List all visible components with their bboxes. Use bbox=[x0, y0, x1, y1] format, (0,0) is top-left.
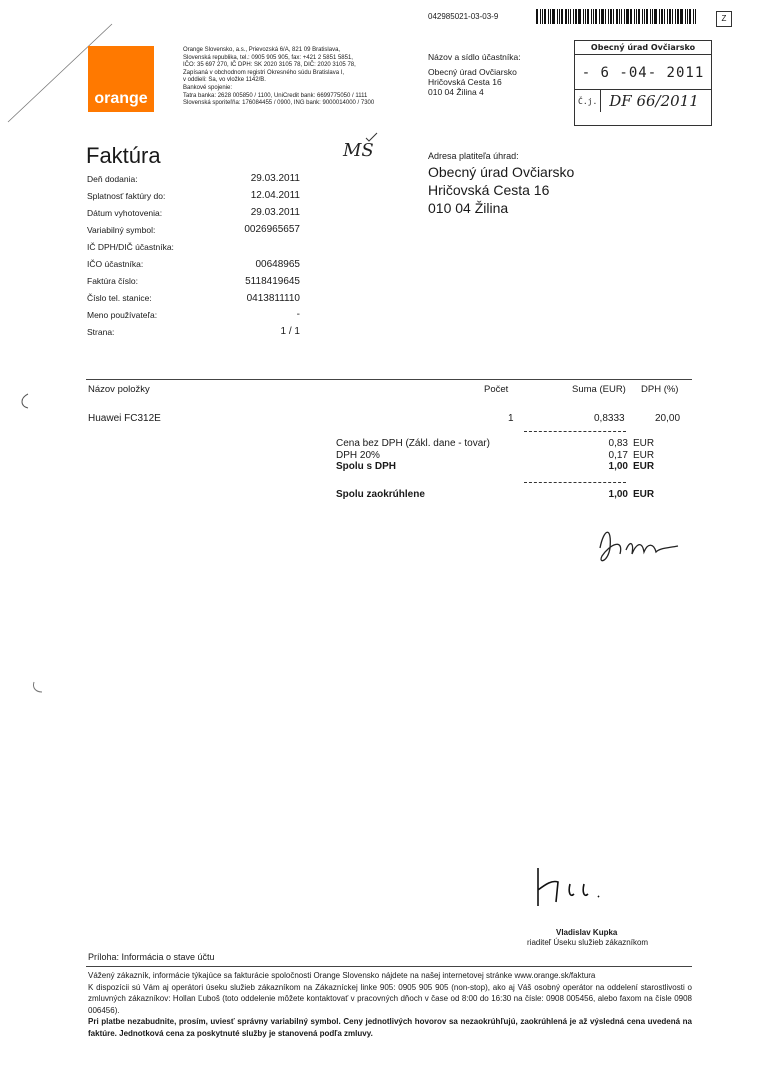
barcode-bar bbox=[626, 9, 629, 24]
signer-name: Vladislav Kupka bbox=[556, 928, 618, 937]
summary-units bbox=[633, 438, 654, 473]
participant-line: Obecný úrad Ovčiarsko bbox=[428, 67, 517, 77]
header-vat: DPH (%) bbox=[641, 384, 679, 395]
director-signature bbox=[530, 862, 640, 912]
summary-label: Cena bez DPH (Zákl. dane - tovar) bbox=[336, 438, 490, 449]
barcode-bar bbox=[646, 9, 648, 24]
barcode-bar bbox=[672, 9, 673, 24]
barcode-bar bbox=[542, 9, 543, 24]
barcode-bar bbox=[536, 9, 538, 24]
footer-rule bbox=[86, 966, 692, 967]
barcode-bar bbox=[661, 9, 663, 24]
barcode-bar bbox=[616, 9, 618, 24]
barcode-bar bbox=[548, 9, 549, 24]
barcode-bar bbox=[659, 9, 660, 24]
barcode-bar bbox=[605, 9, 606, 24]
barcode-bar bbox=[664, 9, 665, 24]
barcode-bar bbox=[587, 9, 589, 24]
summary-value: 0,17 bbox=[608, 449, 628, 461]
company-info-line: Slovenská sporiteľňa: 176084455 / 0900, ING bank: 9000014000 / 7300 bbox=[183, 100, 375, 107]
footer-paragraph: Pri platbe nezabudnite, prosím, uviesť správny variabilný symbol. Ceny jednotlivých hovorov sa nezaokrúhľujú, zaokrúhlená je až výsledná cena uvedená na faktúre. Jednotková cena za poskytnuté služby je stanovená podľa zmluvy. bbox=[88, 1017, 692, 1038]
received-stamp bbox=[574, 40, 712, 126]
payer-label: Adresa platiteľa úhrad: bbox=[428, 151, 519, 161]
signer-title: riaditeľ Úseku služieb zákazníkom bbox=[527, 938, 649, 947]
document-number: 042985021-03-03-9 bbox=[428, 12, 499, 21]
field-value: 0413811110 bbox=[246, 293, 300, 304]
dashed-rule bbox=[524, 431, 626, 432]
barcode-bar bbox=[693, 9, 694, 24]
company-info-line: IČO: 35 697 270, IČ DPH: SK 2020 3105 78, DIČ: 2020 3105 78, bbox=[183, 62, 356, 69]
orange-logo bbox=[88, 46, 154, 112]
company-info-line: Orange Slovensko, a.s., Prievozská 6/A, 821 09 Bratislava, bbox=[183, 47, 341, 53]
stamp-date: - 6 -04- 2011 bbox=[581, 65, 705, 81]
item-count: 1 bbox=[508, 413, 514, 424]
barcode-bar bbox=[561, 9, 563, 24]
barcode-bar bbox=[578, 9, 581, 24]
rounded-total-label: Spolu zaokrúhlene bbox=[336, 489, 425, 500]
field-value: 29.03.2011 bbox=[250, 173, 300, 184]
field-label: IČO účastníka: bbox=[87, 259, 144, 269]
rounded-total-unit: EUR bbox=[633, 489, 655, 500]
summary-label: DPH 20% bbox=[336, 449, 380, 461]
summary-unit: EUR bbox=[633, 438, 655, 449]
summary-value: 1,00 bbox=[608, 461, 628, 472]
participant-line: Hričovská Cesta 16 bbox=[428, 77, 502, 87]
field-value: 1 / 1 bbox=[280, 326, 300, 337]
barcode-bar bbox=[621, 9, 622, 24]
barcode-bar bbox=[667, 9, 668, 24]
barcode-bar bbox=[624, 9, 625, 24]
field-value: 5118419645 bbox=[245, 276, 300, 287]
summary-label: Spolu s DPH bbox=[336, 461, 397, 472]
orange-logo-text: orange bbox=[94, 90, 148, 107]
header-sum: Suma (EUR) bbox=[572, 384, 626, 395]
barcode-bar bbox=[695, 9, 696, 24]
field-label: Strana: bbox=[87, 327, 115, 337]
company-info-line: v oddieli: Sa, vo vložke 1142/B. bbox=[183, 77, 266, 84]
field-label: Faktúra číslo: bbox=[87, 276, 139, 286]
payer-address bbox=[428, 163, 574, 217]
barcode-bar bbox=[575, 9, 577, 24]
payer-line: Obecný úrad Ovčiarsko bbox=[428, 164, 575, 180]
barcode-bar bbox=[636, 9, 637, 24]
dashed-rule bbox=[524, 482, 626, 483]
field-value: 12.04.2011 bbox=[250, 190, 300, 201]
barcode-bar bbox=[619, 9, 620, 24]
items-table-top-rule bbox=[86, 379, 692, 380]
barcode-bar bbox=[680, 9, 683, 24]
field-label: Splatnosť faktúry do: bbox=[87, 191, 166, 201]
footer-text bbox=[88, 970, 692, 1039]
barcode-bar bbox=[557, 9, 558, 24]
barcode-bar bbox=[593, 9, 594, 24]
barcode-bar bbox=[550, 9, 551, 24]
payer-line: Hričovská Cesta 16 bbox=[428, 182, 550, 198]
barcode-bar bbox=[685, 9, 686, 24]
field-label: Variabilný symbol: bbox=[87, 225, 156, 235]
header-item-name: Názov položky bbox=[88, 384, 150, 395]
field-value: 00648965 bbox=[255, 259, 300, 270]
company-info-line: Slovenská republika, tel.: 0905 905 905, fax: +421 2 5851 5851, bbox=[183, 54, 353, 61]
summary-unit: EUR bbox=[633, 461, 655, 472]
barcode-bar bbox=[599, 9, 600, 24]
barcode-bar bbox=[630, 9, 632, 24]
handwritten-signature bbox=[590, 518, 690, 573]
participant-line: 010 04 Žilina 4 bbox=[428, 87, 484, 97]
barcode-bar bbox=[565, 9, 567, 24]
company-info-line: Tatra banka: 2628 005850 / 1100, UniCredit bank: 6699775050 / 1111 bbox=[183, 92, 368, 99]
barcode-bar bbox=[540, 9, 541, 24]
field-value: - bbox=[296, 309, 300, 320]
barcode-bar bbox=[570, 9, 571, 24]
summary-labels bbox=[336, 438, 490, 473]
field-value: 0026965657 bbox=[244, 224, 300, 235]
attachment-note: Príloha: Informácia o stave účtu bbox=[88, 952, 215, 962]
scan-mark bbox=[30, 680, 46, 696]
barcode-bar bbox=[559, 9, 560, 24]
field-label: Deň dodania: bbox=[87, 174, 138, 184]
participant-address bbox=[428, 67, 517, 97]
footer-paragraph: Vážený zákazník, informácie týkajúce sa fakturácie spoločnosti Orange Slovensko nájdete na našej internetovej stránke www.orange.sk/faktura bbox=[88, 971, 596, 980]
summary-value: 0,83 bbox=[608, 438, 628, 449]
barcode-bar bbox=[675, 9, 676, 24]
stamp-handwritten-number: DF 66/2011 bbox=[609, 92, 699, 110]
field-label: Dátum vyhotovenia: bbox=[87, 208, 163, 218]
barcode-bar bbox=[583, 9, 584, 24]
field-label: Číslo tel. stanice: bbox=[87, 293, 152, 303]
barcode-bar bbox=[595, 9, 597, 24]
handwritten-initials: MS bbox=[343, 140, 374, 161]
barcode-bar bbox=[644, 9, 645, 24]
participant-label: Názov a sídlo účastníka: bbox=[428, 52, 521, 62]
barcode-bar bbox=[654, 9, 657, 24]
barcode-bar bbox=[613, 9, 614, 24]
barcode-bar bbox=[573, 9, 574, 24]
barcode-bar bbox=[689, 9, 691, 24]
company-info bbox=[183, 47, 383, 108]
barcode-bar bbox=[652, 9, 653, 24]
barcode-bar bbox=[552, 9, 555, 24]
field-value: 29.03.2011 bbox=[250, 207, 300, 218]
barcode-bar bbox=[677, 9, 679, 24]
company-info-line: Zapísaná v obchodnom registri Okresného súdu Bratislava I, bbox=[183, 69, 345, 76]
barcode-bar bbox=[638, 9, 640, 24]
barcode-bar bbox=[634, 9, 635, 24]
field-label: Meno používateľa: bbox=[87, 310, 158, 320]
rounded-total-value: 1,00 bbox=[608, 489, 628, 500]
barcode-bar bbox=[610, 9, 612, 24]
summary-unit: EUR bbox=[633, 449, 655, 461]
stamp-cj-label: Č.j. bbox=[575, 90, 601, 112]
barcode-bar bbox=[608, 9, 609, 24]
header-count: Počet bbox=[484, 384, 509, 395]
barcode-bar bbox=[544, 9, 546, 24]
item-name: Huawei FC312E bbox=[88, 413, 161, 424]
item-vat: 20,00 bbox=[655, 413, 681, 424]
stamp-title: Obecný úrad Ovčiarsko bbox=[575, 41, 711, 55]
barcode bbox=[536, 9, 698, 24]
invoice-title: Faktúra bbox=[86, 143, 161, 168]
item-sum: 0,8333 bbox=[594, 413, 625, 424]
barcode-bar bbox=[669, 9, 671, 24]
barcode-bar bbox=[568, 9, 569, 24]
barcode-bar bbox=[650, 9, 651, 24]
summary-values bbox=[570, 438, 628, 473]
barcode-bar bbox=[585, 9, 586, 24]
payer-line: 010 04 Žilina bbox=[428, 200, 509, 216]
barcode-bar bbox=[591, 9, 592, 24]
barcode-bar bbox=[687, 9, 688, 24]
barcode-bar bbox=[601, 9, 604, 24]
footer-paragraph: K dispozícii sú Vám aj operátori úseku služieb zákazníkom na Zákazníckej linke 905: 0905 905 905 (non-stop), ako aj Váš osobný operátor na oddelení starostlivosti o zmluvných zákazníkov: Hollan Ľuboš (toto oddelenie môžete kontaktovať v pracovných dňoch v čase od 8:00 do 16:30 na čísle: 0908 005456, alebo faxom na čísle 0908 006456). bbox=[88, 982, 692, 1015]
scan-mark bbox=[18, 392, 38, 412]
company-info-line: Bankové spojenie: bbox=[183, 84, 233, 91]
field-label: IČ DPH/DIČ účastníka: bbox=[87, 242, 174, 252]
barcode-bar bbox=[642, 9, 643, 24]
checkmark-icon bbox=[365, 132, 379, 142]
z-marker: Z bbox=[716, 11, 732, 27]
